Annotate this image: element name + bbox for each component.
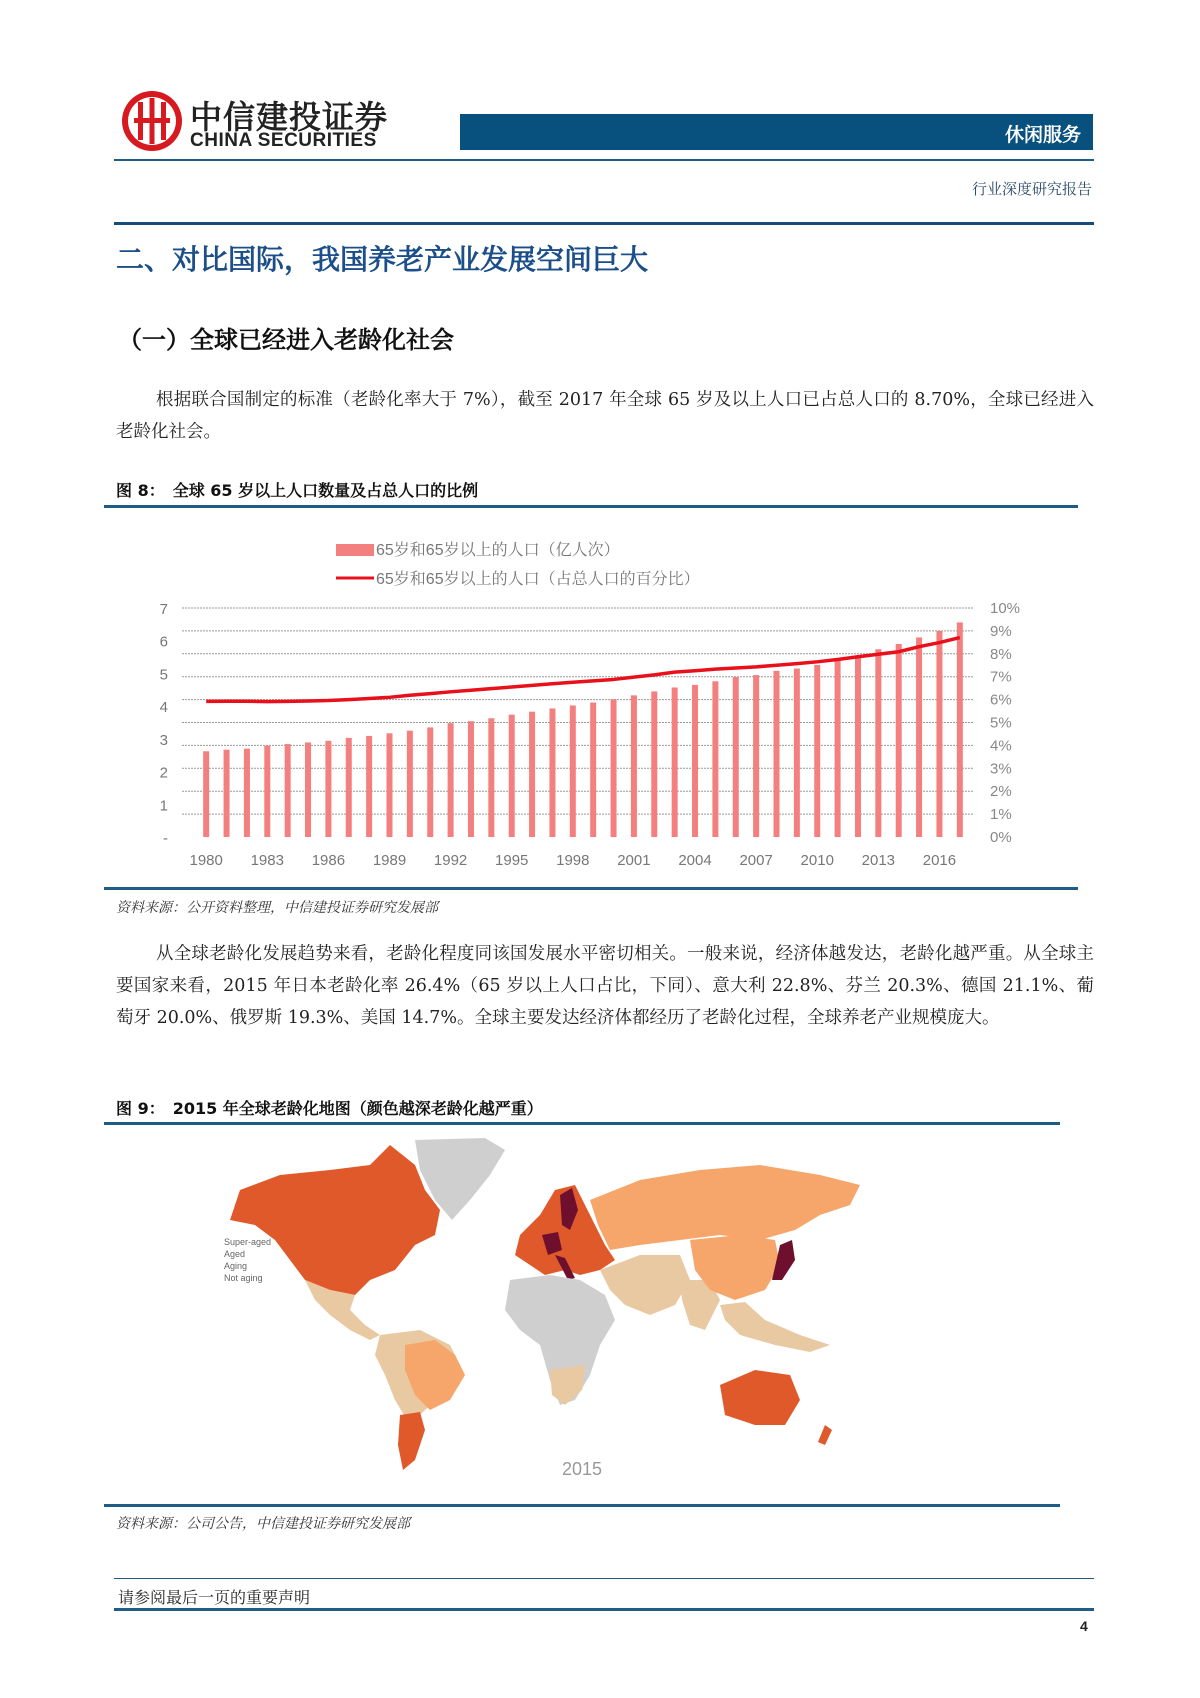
legend-label-aging: Aging: [224, 1261, 248, 1271]
figure-8-top-rule: [104, 505, 1078, 508]
bar-1997: [549, 708, 555, 837]
bar-1991: [427, 727, 433, 837]
right-axis-tick: 10%: [990, 600, 1021, 617]
x-axis-tick: 1983: [250, 852, 284, 869]
map-argentina: [398, 1412, 425, 1470]
percent-line: [206, 638, 960, 702]
figure-8-bottom-rule: [104, 887, 1078, 890]
bar-1995: [509, 715, 515, 837]
right-axis-tick: 7%: [990, 668, 1012, 686]
logo-chinese-name: 中信建投证券: [190, 98, 389, 136]
bar-1996: [529, 712, 535, 837]
subsection-title: （一）全球已经进入老龄化社会: [118, 326, 454, 354]
x-axis-tick: 1995: [495, 852, 529, 869]
bar-2017: [957, 622, 963, 837]
x-axis-tick: 2013: [861, 852, 896, 869]
map-australia: [720, 1370, 800, 1425]
left-axis-tick: 5: [159, 666, 168, 684]
bar-1987: [346, 738, 352, 837]
bar-1989: [387, 733, 393, 837]
bar-2009: [794, 669, 800, 837]
figure-8-source: 资料来源：公开资料整理，中信建投证券研究发展部: [116, 900, 438, 916]
header-divider: [114, 159, 1094, 161]
x-axis-tick: 1992: [433, 852, 468, 869]
left-axis-tick: 4: [159, 699, 168, 717]
x-axis-tick: 2004: [678, 852, 712, 869]
left-axis-tick: 6: [159, 633, 168, 651]
bar-2005: [712, 681, 718, 837]
bar-1992: [448, 723, 454, 837]
right-axis-tick: 4%: [990, 737, 1012, 755]
x-axis-tick: 1998: [556, 852, 590, 869]
bar-1981: [224, 750, 230, 837]
bar-1985: [305, 742, 311, 837]
page-number: 4: [1080, 1618, 1088, 1634]
section-title: 二、对比国际，我国养老产业发展空间巨大: [116, 243, 649, 276]
bar-1999: [590, 703, 596, 837]
bar-2004: [692, 685, 698, 837]
bar-2006: [733, 677, 739, 837]
paragraph-1: 根据联合国制定的标准（老龄化率大于 7%），截至 2017 年全球 65 岁及以上人口已占总人口的 8.70%，全球已经进入老龄化社会。: [116, 390, 1094, 442]
left-axis-tick: 3: [159, 731, 168, 749]
legend-label-line: 65岁和65岁以上的人口（占总人口的百分比）: [376, 571, 700, 588]
bar-2016: [936, 631, 942, 837]
x-axis-tick: 2001: [617, 852, 651, 869]
bar-1998: [570, 705, 576, 837]
paragraph-2: 从全球老龄化发展趋势来看，老龄化程度同该国发展水平密切相关。一般来说，经济体越发达，老龄化越严重。从全球主要国家来看，2015 年日本老龄化率 26.4%（65 岁以上人口占比，下同）、意大利 22.8%、芬兰 20.3%、德国 21.1%、葡萄牙 20.0%、俄罗斯 19.3%、美国 14.7%。全球主要发达经济体都经历了老龄化过程，全球养老产业规模庞大。: [116, 944, 1094, 1028]
bar-1993: [468, 721, 474, 837]
bar-1990: [407, 731, 413, 837]
right-axis-tick: 1%: [990, 806, 1012, 824]
bar-2003: [672, 687, 678, 837]
x-axis-tick: 1980: [189, 852, 223, 869]
logo-english-name: CHINA SECURITIES: [190, 130, 377, 151]
map-new-zealand: [818, 1425, 832, 1445]
legend-label-super-aged: Super-aged: [224, 1237, 272, 1247]
bar-2008: [774, 671, 780, 837]
bar-2001: [631, 695, 637, 837]
footer-disclaimer[interactable]: 请参阅最后一页的重要声明: [118, 1588, 311, 1607]
bar-1983: [264, 746, 270, 837]
right-axis-tick: 0%: [990, 829, 1012, 846]
world-aging-map: [220, 1130, 940, 1480]
right-axis-tick: 9%: [990, 622, 1012, 640]
x-axis-tick: 1989: [372, 852, 407, 869]
bar-2012: [855, 657, 861, 837]
map-southern-africa: [550, 1365, 585, 1405]
x-axis-tick: 1986: [311, 852, 346, 869]
right-axis-tick: 3%: [990, 760, 1012, 778]
map-middle-east: [600, 1255, 690, 1315]
bar-2007: [753, 675, 759, 837]
figure-9-source: 资料来源：公司公告，中信建投证券研究发展部: [116, 1516, 410, 1532]
bar-1982: [244, 749, 250, 837]
x-axis-tick: 2010: [800, 852, 834, 869]
footer-bottom-rule: [114, 1608, 1094, 1611]
bar-2011: [835, 661, 841, 837]
map-year-label: 2015: [561, 1459, 603, 1479]
x-axis-tick: 2007: [739, 852, 773, 869]
bar-2002: [651, 691, 657, 837]
figure-8-title: 图 8： 全球 65 岁以上人口数量及占总人口的比例: [116, 481, 479, 500]
legend-label-aged: Aged: [224, 1249, 246, 1259]
left-axis-tick: 7: [159, 601, 168, 618]
bar-2015: [916, 637, 922, 837]
bar-2000: [611, 699, 617, 837]
map-southeast-asia: [720, 1302, 830, 1352]
report-type: 行业深度研究报告: [971, 180, 1092, 198]
bar-1984: [285, 744, 291, 837]
bar-2013: [875, 649, 881, 837]
right-axis-tick: 2%: [990, 783, 1012, 801]
right-axis-tick: 6%: [990, 691, 1012, 709]
left-axis-tick: -: [163, 830, 168, 847]
china-securities-logo-icon: [120, 88, 184, 154]
bar-1986: [325, 741, 331, 837]
map-legend: [220, 1237, 271, 1283]
bar-1980: [203, 751, 209, 837]
bar-1988: [366, 736, 372, 837]
legend-label-not-aging: Not aging: [224, 1273, 263, 1283]
bar-1994: [488, 718, 494, 837]
right-axis-tick: 8%: [990, 645, 1012, 663]
section-divider: [114, 222, 1094, 225]
x-axis-tick: 2016: [922, 852, 957, 869]
bar-2010: [814, 665, 820, 837]
bar-2014: [896, 644, 902, 837]
left-axis-tick: 1: [159, 797, 168, 815]
legend-label-bar: 65岁和65岁以上的人口（亿人次）: [376, 542, 620, 559]
left-axis-tick: 2: [159, 764, 168, 782]
figure-9-top-rule: [104, 1122, 1060, 1125]
legend-swatch-bar: [336, 544, 374, 556]
sector-label: 休闲服务: [1004, 124, 1081, 146]
figure-9-title: 图 9： 2015 年全球老龄化地图（颜色越深老龄化越严重）: [116, 1099, 543, 1118]
right-axis-tick: 5%: [990, 714, 1012, 732]
sector-banner: [460, 114, 1093, 150]
footer-top-rule: [114, 1578, 1094, 1579]
figure-9-bottom-rule: [104, 1504, 1060, 1507]
aging-population-chart: [104, 510, 1078, 885]
